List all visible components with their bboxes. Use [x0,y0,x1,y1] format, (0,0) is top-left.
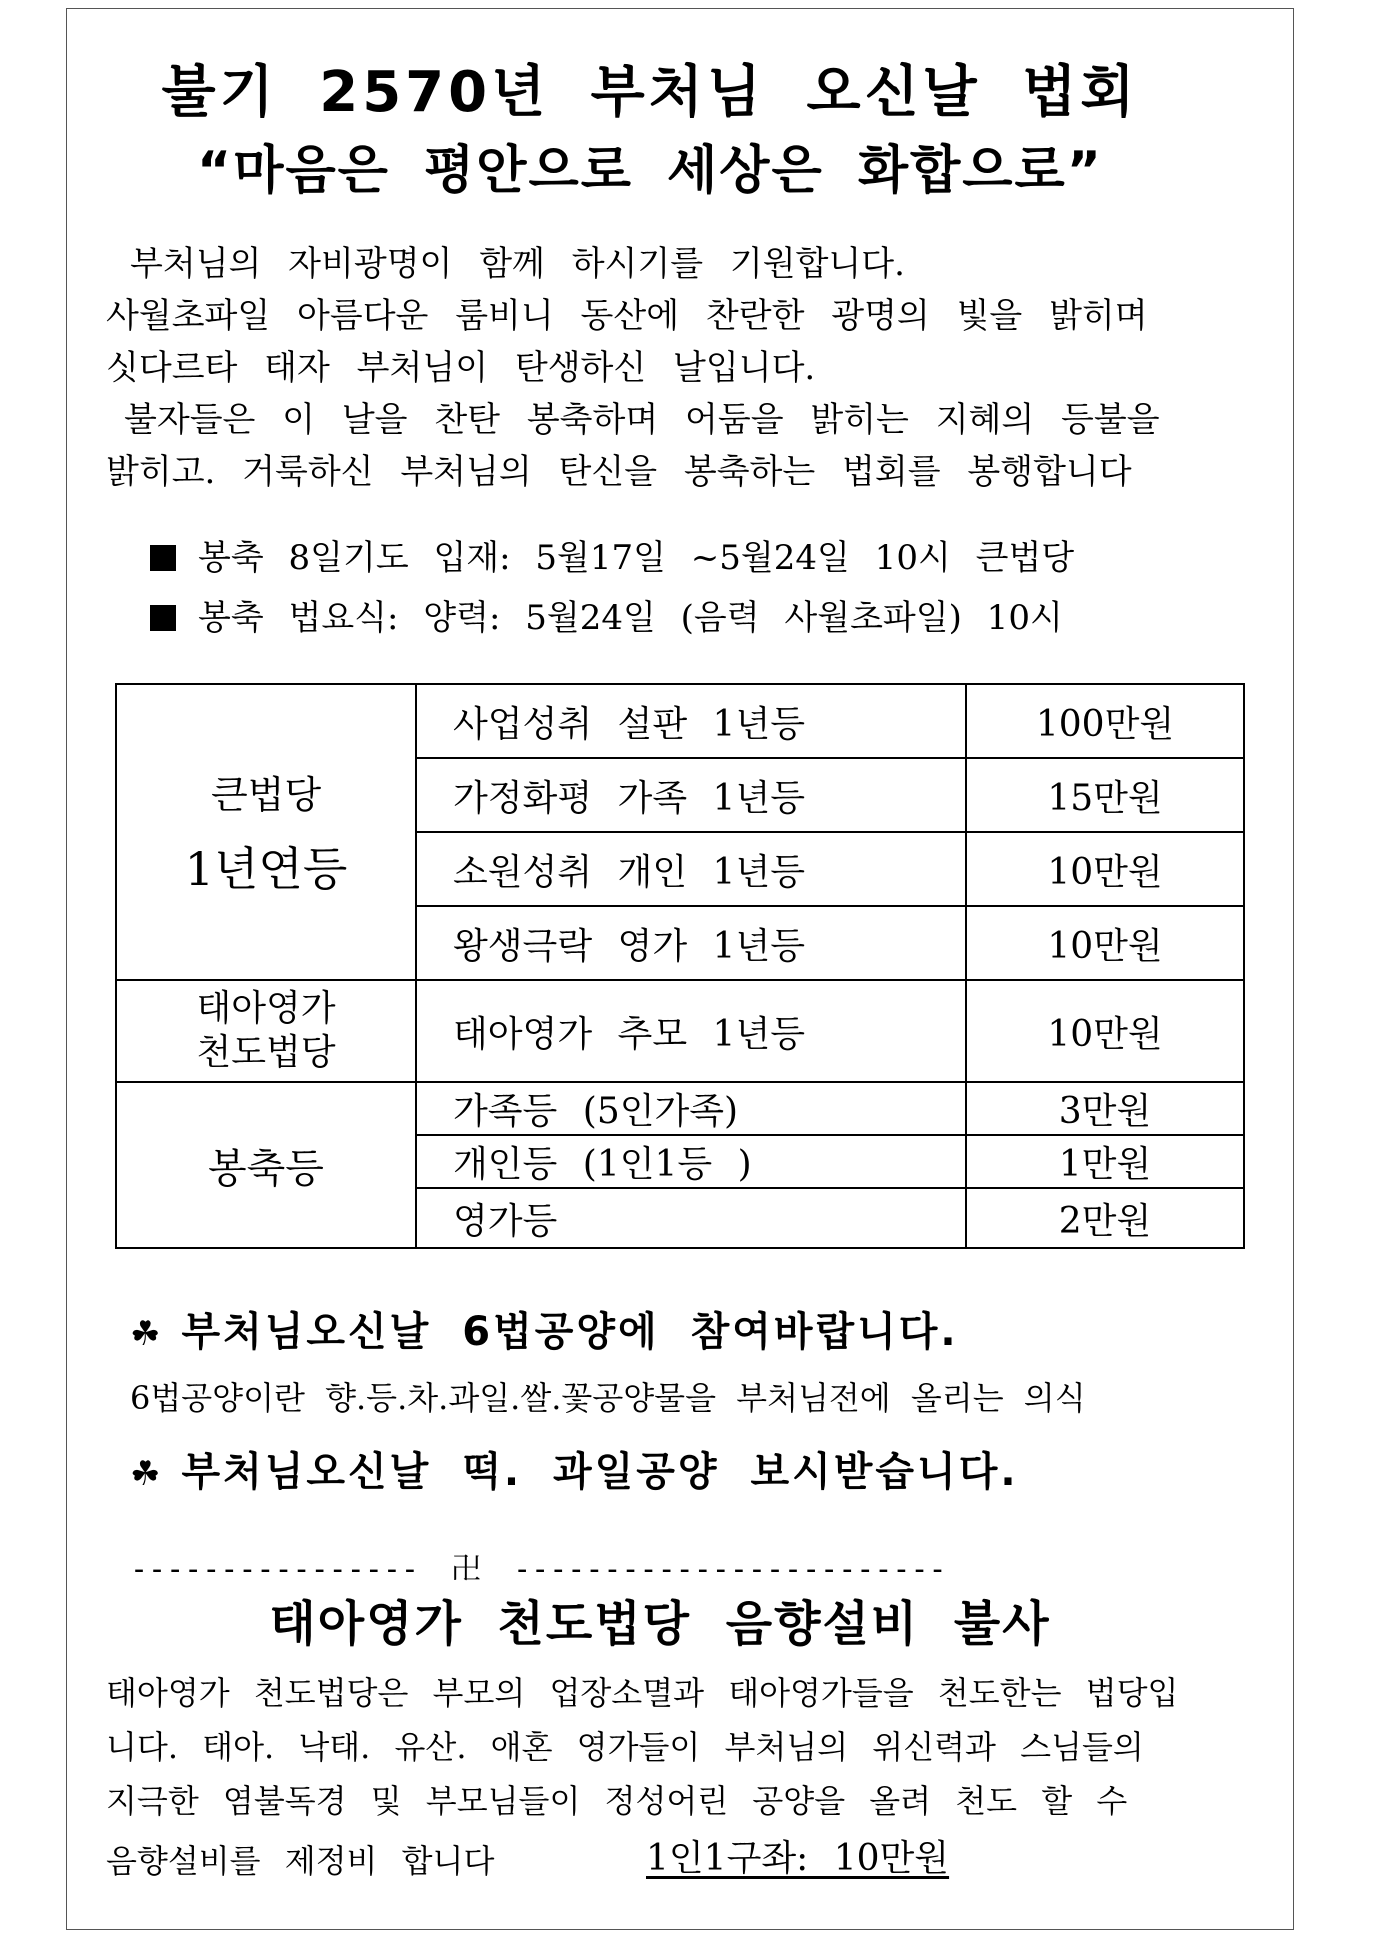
item-cell: 영가등 [416,1188,966,1248]
item-cell: 사업성취 설판 1년등 [416,684,966,758]
page-title: 불기 2570년 부처님 오신날 법회 [161,60,1139,125]
manji-icon: 卍 [451,1552,482,1587]
group-label: 1년연등 [184,842,348,896]
clover-icon: ☘ [130,1454,164,1494]
divider-dashes: ------------------------ [513,1552,947,1587]
group-cell-main-hall [116,684,416,980]
notice-text: 부처님오신날 6법공양에 참여바랍니다. [181,1309,959,1355]
offering-table [115,683,1245,1249]
donation-amount: 1인1구좌: 10만원 [646,1838,950,1879]
group-label: 태아영가 [196,988,336,1029]
table-row [116,980,1244,1082]
notice-text: 부처님오신날 떡. 과일공양 보시받습니다. [181,1449,1019,1495]
notice-six-offerings [130,1300,959,1357]
group-label: 큰법당 [210,773,322,817]
section-title: 태아영가 천도법당 음향설비 불사 [269,1596,1051,1652]
page-subtitle: “마음은 평안으로 세상은 화합으로” [197,141,1103,201]
price-cell: 15만원 [966,758,1244,832]
price-cell: 10만원 [966,980,1244,1082]
intro-line: 사월초파일 아름다운 룸비니 동산에 찬란한 광명의 빛을 밝히며 [106,296,1148,336]
divider [130,1544,947,1588]
schedule-item [150,590,1063,639]
notice-description: 6법공양이란 향.등.차.과일.쌀.꽃공양물을 부처님전에 올리는 의식 [130,1379,1086,1417]
price-cell: 10만원 [966,906,1244,980]
item-cell: 태아영가 추모 1년등 [416,980,966,1082]
divider-dashes: ---------------- [130,1552,419,1587]
table-row [116,684,1244,758]
intro-line: 불자들은 이 날을 찬탄 봉축하며 어둠을 밝히는 지혜의 등불을 [124,400,1160,440]
item-cell: 개인등 (1인1등 ) [416,1135,966,1188]
price-cell: 1만원 [966,1135,1244,1188]
item-cell: 왕생극락 영가 1년등 [416,906,966,980]
section-body-line: 지극한 염불독경 및 부모님들이 정성어린 공양을 올려 천도 할 수 [106,1782,1128,1820]
section-body-line: 니다. 태아. 낙태. 유산. 애혼 영가들이 부처님의 위신력과 스님들의 [106,1728,1144,1766]
item-cell: 가족등 (5인가족) [416,1082,966,1135]
clover-icon: ☘ [130,1314,164,1354]
group-cell-fetal-spirit [116,980,416,1082]
section-body-line: 태아영가 천도법당은 부모의 업장소멸과 태아영가들을 천도한는 법당입 [106,1674,1179,1712]
intro-line: 싯다르타 태자 부처님이 탄생하신 날입니다. [106,348,816,388]
notice-rice-cake-offering [130,1440,1019,1497]
item-cell: 소원성취 개인 1년등 [416,832,966,906]
group-cell-celebration-lantern: 봉축등 [116,1082,416,1248]
section-body-line: 음향설비를 제정비 합니다 [106,1842,495,1880]
intro-line: 밝히고. 거룩하신 부처님의 탄신을 봉축하는 법회를 봉행합니다 [106,452,1132,492]
square-bullet-icon [150,605,176,631]
group-label: 천도법당 [196,1032,336,1073]
item-cell: 가정화평 가족 1년등 [416,758,966,832]
schedule-text: 봉축 법요식: 양력: 5월24일 (음력 사월초파일) 10시 [198,598,1063,638]
price-cell: 2만원 [966,1188,1244,1248]
schedule-item [150,530,1074,579]
price-cell: 3만원 [966,1082,1244,1135]
table-row [116,1082,1244,1135]
intro-line: 부처님의 자비광명이 함께 하시기를 기원합니다. [130,244,905,284]
price-cell: 100만원 [966,684,1244,758]
square-bullet-icon [150,545,176,571]
price-cell: 10만원 [966,832,1244,906]
schedule-text: 봉축 8일기도 입재: 5월17일 ~5월24일 10시 큰법당 [198,538,1075,578]
